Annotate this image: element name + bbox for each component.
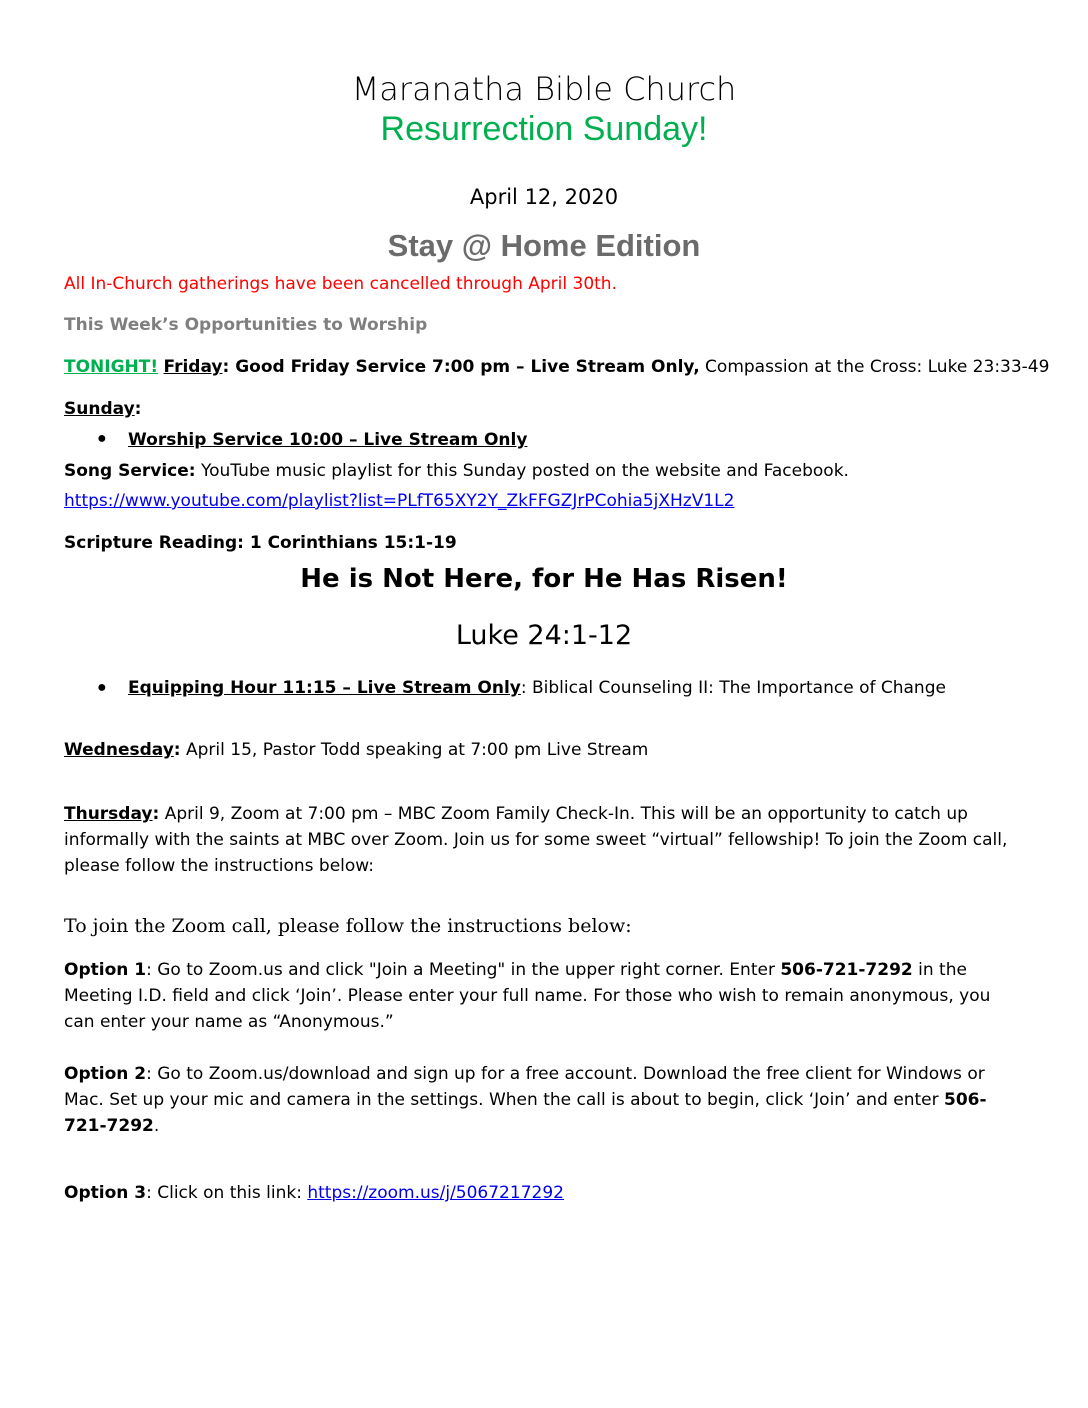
zoom-intro: To join the Zoom call, please follow the instructions below: [64,915,632,937]
scripture-reading: Scripture Reading: 1 Corinthians 15:1-19 [64,533,457,553]
thursday-label: Thursday [64,804,153,824]
option1-label: Option 1 [64,960,147,980]
zoom-link[interactable]: https://zoom.us/j/5067217292 [307,1183,564,1203]
friday-service: : Good Friday Service 7:00 pm – Live Stream Only, [222,357,700,377]
option3-label: Option 3 [64,1183,147,1203]
option3-text: : Click on this link: [146,1183,308,1203]
thursday-paragraph: Thursday: April 9, Zoom at 7:00 pm – MBC Zoom Family Check-In. This will be an opportunity to catch up informally with the saints at MBC over Zoom. Join us for some sweet “virtual” fellowship! To join the Zoom call, please follow the instructions below: [64,804,1008,876]
meeting-id: 506-721-7292 [64,1090,987,1136]
sunday-colon: : [134,399,142,419]
playlist-line [64,491,734,511]
subtitle: Resurrection Sunday! [380,110,708,148]
song-label: Song Service: [64,461,196,481]
edition-title: Stay @ Home Edition [387,228,701,263]
playlist-link[interactable]: https://www.youtube.com/playlist?list=PLfT65XY2Y_ZkFFGZJrPCohia5jXHzV1L2 [64,491,735,511]
option2-text: : Go to Zoom.us/download and sign up for a free account. Download the free client for Windows or Mac. Set up your mic and camera in the settings. When the call is about to begin, click ‘Join’ and enter [64,1064,985,1110]
option3 [64,1183,564,1203]
cancellation-notice: All In-Church gatherings have been cancelled through April 30th. [64,274,617,294]
worship-service: Worship Service 10:00 – Live Stream Only [128,430,528,450]
equipping-desc: : Biblical Counseling II: The Importance of Change [520,678,946,698]
section-heading: This Week’s Opportunities to Worship [64,315,428,335]
wednesday-line: Wednesday: April 15, Pastor Todd speaking at 7:00 pm Live Stream [64,740,649,760]
sermon-reference: Luke 24:1-12 [455,620,633,651]
friday-desc: Compassion at the Cross: Luke 23:33-49 [699,357,1050,377]
wednesday-label: Wednesday [64,740,174,760]
option1-text-cont: in the Meeting I.D. field and click ‘Join’. Please enter your full name. For those who wish to remain anonymous, you can enter your name as “Anonymous.” [64,960,991,1032]
date: April 12, 2020 [469,185,619,209]
song-text: YouTube music playlist for this Sunday posted on the website and Facebook. [195,461,849,481]
option2 [64,1061,1024,1139]
bullet-icon: ● [97,430,107,447]
option1 [64,957,1024,1035]
option2-label: Option 2 [64,1064,147,1084]
wednesday-text: April 15, Pastor Todd speaking at 7:00 pm Live Stream [180,740,649,760]
option1-text: : Go to Zoom.us and click "Join a Meeting" in the upper right corner. Enter [146,960,781,980]
friday-line [64,357,1049,377]
sermon-title: He is Not Here, for He Has Risen! [300,564,788,594]
thursday-text: April 9, Zoom at 7:00 pm – MBC Zoom Family Check-In. This will be an opportunity to catch up informally with the saints at MBC over Zoom. Join us for some sweet “virtual” fellowship! To join the Zoom call, please follow the instructions below: [64,804,1008,876]
sunday-label: Sunday [64,399,135,419]
equipping-label: Equipping Hour 11:15 – Live Stream Only [128,678,521,698]
tonight-label: TONIGHT! [64,357,159,377]
church-name: Maranatha Bible Church [351,70,737,108]
friday-label: Friday [163,357,223,377]
sunday-heading [64,399,141,419]
meeting-id: 506-721-7292 [780,960,913,980]
song-service [64,461,849,481]
equipping-hour [128,678,946,698]
option2-end: . [153,1116,160,1136]
bullet-icon: ● [97,679,107,696]
